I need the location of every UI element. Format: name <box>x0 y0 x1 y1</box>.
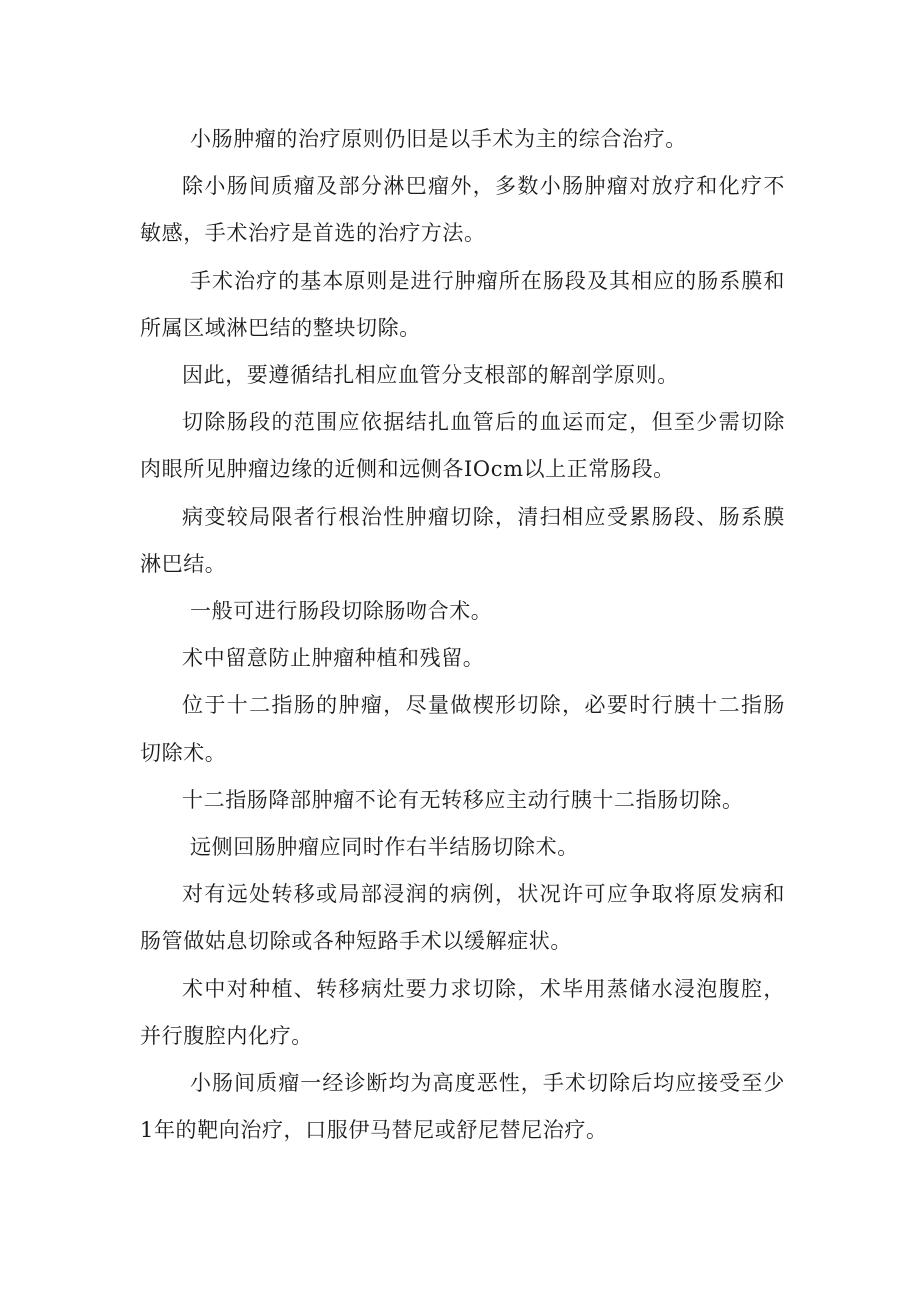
paragraph-14: 小肠间质瘤一经诊断均为高度恶性，手术切除后均应接受至少1年的靶向治疗，口服伊马替尼或舒尼替尼治疗。 <box>140 1071 785 1143</box>
paragraph-2: 除小肠间质瘤及部分淋巴瘤外，多数小肠肿瘤对放疗和化疗不敏感，手术治疗是首选的治疗方法。 <box>140 174 785 246</box>
paragraph-4: 因此，要遵循结扎相应血管分支根部的解剖学原则。 <box>182 363 679 388</box>
paragraph-10: 十二指肠降部肿瘤不论有无转移应主动行胰十二指肠切除。 <box>182 787 744 812</box>
paragraph-3: 手术治疗的基本原则是进行肿瘤所在肠段及其相应的肠系膜和所属区域淋巴结的整块切除。 <box>140 268 785 340</box>
document-body <box>140 116 785 1154</box>
paragraph-9: 位于十二指肠的肿瘤，尽量做楔形切除，必要时行胰十二指肠切除术。 <box>140 693 785 765</box>
paragraph-8: 术中留意防止肿瘤种植和残留。 <box>182 646 485 671</box>
paragraph-7: 一般可进行肠段切除肠吻合术。 <box>190 599 493 624</box>
paragraph-6: 病变较局限者行根治性肿瘤切除，清扫相应受累肠段、肠系膜淋巴结。 <box>140 504 785 576</box>
paragraph-5: 切除肠段的范围应依据结扎血管后的血运而定，但至少需切除肉眼所见肿瘤边缘的近侧和远侧各IOcm以上正常肠段。 <box>140 410 785 482</box>
paragraph-11: 远侧回肠肿瘤应同时作右半结肠切除术。 <box>190 835 579 860</box>
paragraph-13: 术中对种植、转移病灶要力求切除，术毕用蒸储水浸泡腹腔，并行腹腔内化疗。 <box>140 976 785 1048</box>
paragraph-12: 对有远处转移或局部浸润的病例，状况许可应争取将原发病和肠管做姑息切除或各种短路手术以缓解症状。 <box>140 882 785 954</box>
paragraph-1: 小肠肿瘤的治疗原则仍旧是以手术为主的综合治疗。 <box>190 127 687 151</box>
